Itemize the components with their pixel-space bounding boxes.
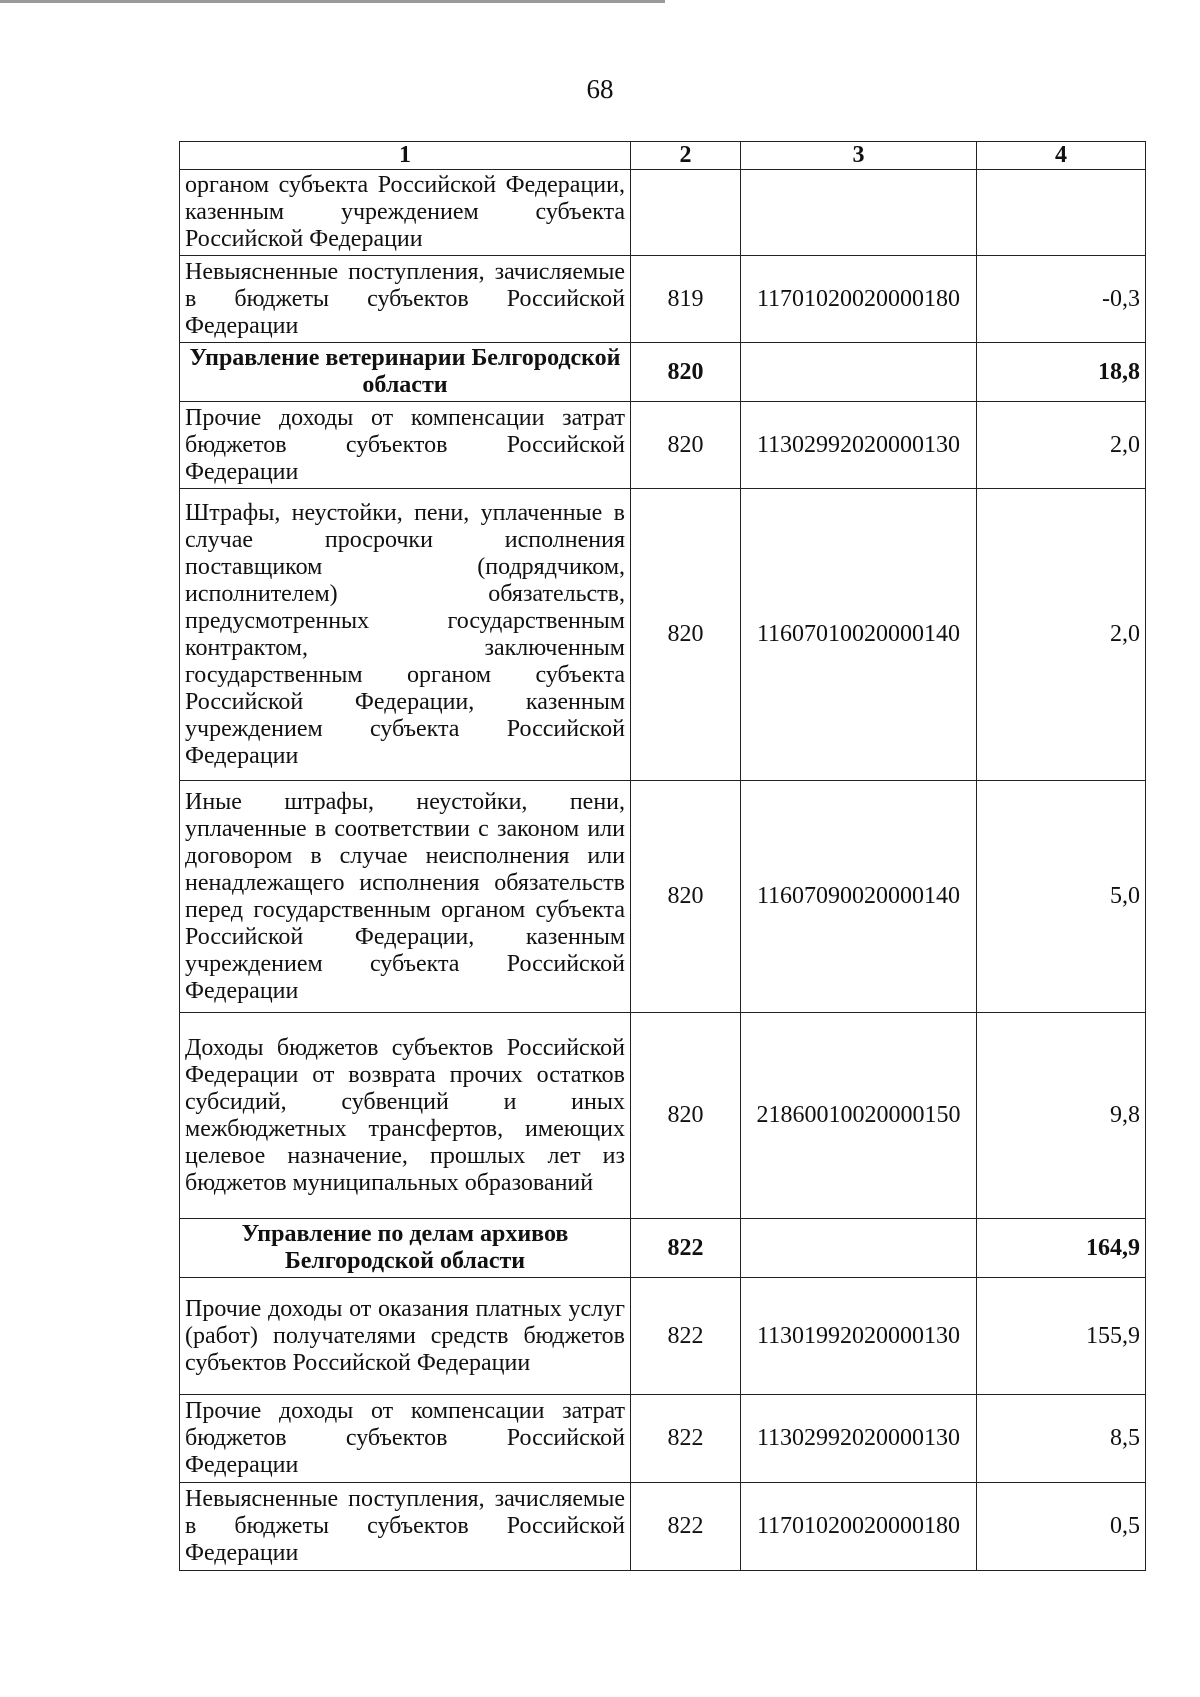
table-header-row	[180, 142, 1146, 170]
page-number: 68	[586, 74, 614, 104]
row-admin-code: 820	[631, 1013, 741, 1219]
row-kbk-code: 11302992020000130	[741, 402, 977, 489]
row-admin-code: 822	[631, 1395, 741, 1483]
row-kbk-code: 11301992020000130	[741, 1278, 977, 1395]
row-amount: 2,0	[977, 489, 1146, 781]
section-title: Управление по делам архивов Белгородской области	[180, 1219, 631, 1278]
row-admin-code: 822	[631, 1278, 741, 1395]
row-kbk-code: 11701020020000180	[741, 1483, 977, 1571]
row-amount: 0,5	[977, 1483, 1146, 1571]
section-row	[180, 1219, 1146, 1278]
table-row	[180, 781, 1146, 1013]
row-amount: 9,8	[977, 1013, 1146, 1219]
row-amount: 155,9	[977, 1278, 1146, 1395]
row-admin-code: 822	[631, 1483, 741, 1571]
row-admin-code: 820	[631, 402, 741, 489]
row-description: Невыясненные поступления, зачисляемые в бюджеты субъектов Российской Федерации	[180, 1483, 631, 1571]
section-total: 18,8	[977, 343, 1146, 402]
row-amount: 5,0	[977, 781, 1146, 1013]
row-description: Доходы бюджетов субъектов Российской Федерации от возврата прочих остатков субсидий, субвенций и иных межбюджетных трансфертов, имеющих целевое назначение, прошлых лет из бюджетов муниципальных образований	[180, 1013, 631, 1219]
table-row	[180, 1395, 1146, 1483]
row-description: Прочие доходы от компенсации затрат бюджетов субъектов Российской Федерации	[180, 1395, 631, 1483]
section-kbk-code	[741, 1219, 977, 1278]
row-description: Иные штрафы, неустойки, пени, уплаченные в соответствии с законом или договором в случае неисполнения или ненадлежащего исполнения обязательств перед государственным органом субъекта Российской Федерации, казенным учреждением субъекта Российской Федерации	[180, 781, 631, 1013]
column-header-3: 3	[741, 142, 977, 170]
table-row	[180, 256, 1146, 343]
section-admin-code: 820	[631, 343, 741, 402]
section-row	[180, 343, 1146, 402]
section-total: 164,9	[977, 1219, 1146, 1278]
table-row	[180, 1278, 1146, 1395]
row-amount: -0,3	[977, 256, 1146, 343]
row-description: Штрафы, неустойки, пени, уплаченные в случае просрочки исполнения поставщиком (подрядчиком, исполнителем) обязательств, предусмотренных государственным контрактом, заключенным государственным органом субъекта Российской Федерации, казенным учреждением субъекта Российской Федерации	[180, 489, 631, 781]
row-amount	[977, 170, 1146, 256]
scan-edge-line	[0, 0, 665, 3]
row-admin-code: 820	[631, 489, 741, 781]
column-header-4: 4	[977, 142, 1146, 170]
row-kbk-code	[741, 170, 977, 256]
row-admin-code: 820	[631, 781, 741, 1013]
section-title: Управление ветеринарии Белгородской области	[180, 343, 631, 402]
row-description: Прочие доходы от оказания платных услуг (работ) получателями средств бюджетов субъектов Российской Федерации	[180, 1278, 631, 1395]
row-admin-code: 819	[631, 256, 741, 343]
row-description: Невыясненные поступления, зачисляемые в бюджеты субъектов Российской Федерации	[180, 256, 631, 343]
table-row	[180, 402, 1146, 489]
row-description: Прочие доходы от компенсации затрат бюджетов субъектов Российской Федерации	[180, 402, 631, 489]
revenue-table	[179, 141, 1146, 1571]
section-kbk-code	[741, 343, 977, 402]
row-kbk-code: 11701020020000180	[741, 256, 977, 343]
row-amount: 8,5	[977, 1395, 1146, 1483]
row-kbk-code: 21860010020000150	[741, 1013, 977, 1219]
table-row	[180, 1483, 1146, 1571]
row-kbk-code: 11607090020000140	[741, 781, 977, 1013]
row-amount: 2,0	[977, 402, 1146, 489]
row-kbk-code: 11302992020000130	[741, 1395, 977, 1483]
table-row	[180, 1013, 1146, 1219]
section-admin-code: 822	[631, 1219, 741, 1278]
row-admin-code	[631, 170, 741, 256]
table-row	[180, 489, 1146, 781]
row-kbk-code: 11607010020000140	[741, 489, 977, 781]
table-row	[180, 170, 1146, 256]
column-header-2: 2	[631, 142, 741, 170]
row-description: органом субъекта Российской Федерации, казенным учреждением субъекта Российской Федерации	[180, 170, 631, 256]
column-header-1: 1	[180, 142, 631, 170]
